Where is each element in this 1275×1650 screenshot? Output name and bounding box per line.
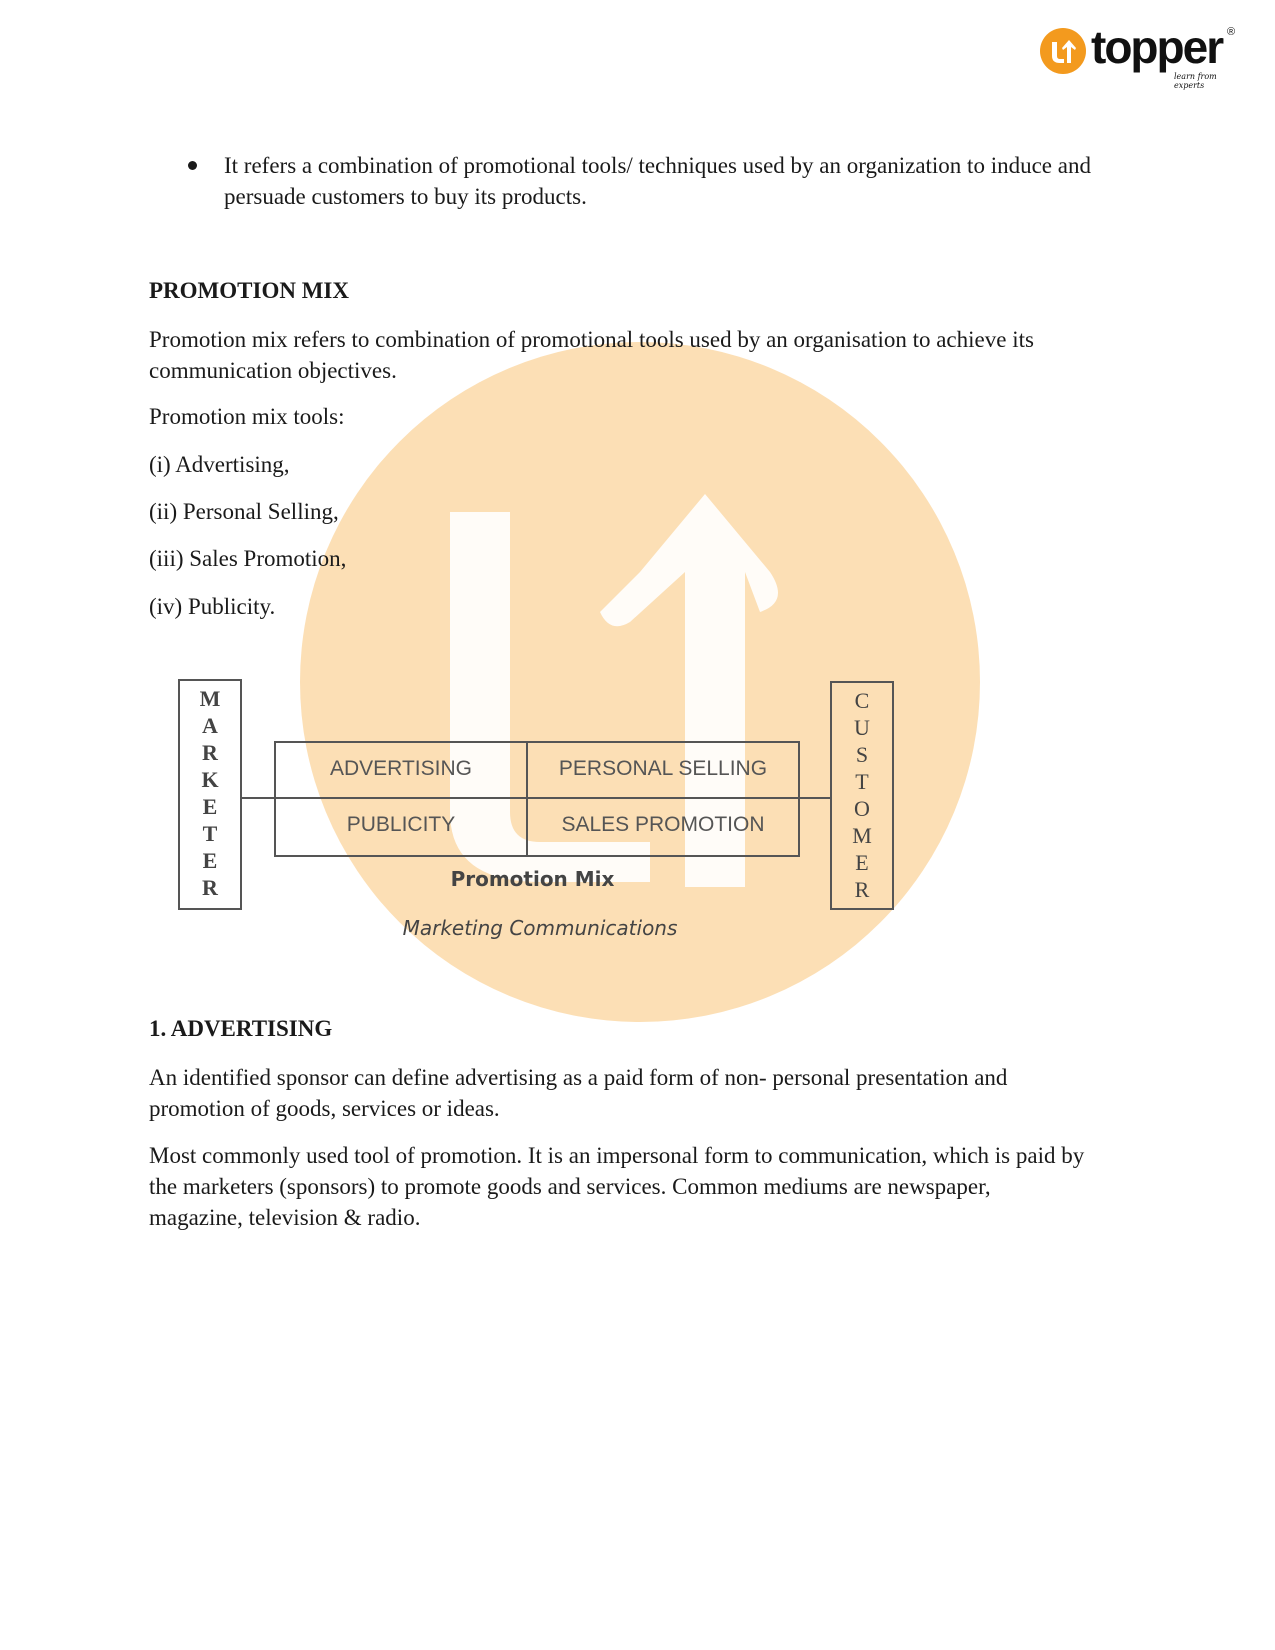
- tools-label: Promotion mix tools:: [149, 404, 345, 429]
- customer-letter: O: [854, 796, 870, 821]
- topper-logo: [1040, 21, 1240, 90]
- bullet-icon: [188, 161, 197, 170]
- marketer-letter: E: [202, 848, 218, 873]
- customer-letter: M: [852, 823, 872, 848]
- customer-letter: E: [855, 850, 869, 875]
- marketer-letter: T: [202, 821, 218, 846]
- marketer-letter: R: [202, 875, 218, 900]
- customer-letter: S: [855, 742, 869, 767]
- logo-tagline: learn from experts: [1174, 72, 1217, 90]
- tool-item: (iii) Sales Promotion,: [149, 546, 347, 571]
- marketer-box: [178, 679, 242, 910]
- marketer-letter: E: [202, 794, 218, 819]
- cell-sales-promotion: SALES PROMOTION: [561, 813, 765, 836]
- advertising-description: Most commonly used tool of promotion. It is an impersonal form to communication, which is paid by the marketers (sponsors) to promote goods and services. Common mediums are newspaper, magazine, television & radio.: [149, 1143, 1085, 1230]
- customer-letter: T: [855, 769, 869, 794]
- tool-item: (ii) Personal Selling,: [149, 499, 339, 524]
- tool-item: (iv) Publicity.: [149, 594, 276, 619]
- cell-personal-selling: PERSONAL SELLING: [558, 757, 768, 780]
- customer-letter: C: [854, 688, 870, 713]
- topper-logo-icon: [1040, 28, 1086, 74]
- marketer-letters: [180, 681, 240, 901]
- promotion-mix-heading: PROMOTION MIX: [149, 278, 349, 303]
- marketer-letter: R: [202, 740, 218, 765]
- customer-letter: R: [854, 877, 870, 902]
- diagram-subcaption: Marketing Communications: [402, 916, 678, 940]
- intro-bullet-text: It refers a combination of promotional tools/ techniques used by an organization to induce and persuade customers to buy its products.: [224, 153, 1091, 209]
- advertising-heading: 1. ADVERTISING: [149, 1016, 333, 1041]
- customer-letter: U: [854, 715, 870, 740]
- cell-publicity: PUBLICITY: [346, 813, 456, 836]
- logo-wordmark: topper: [1091, 21, 1223, 73]
- promotion-mix-definition: Promotion mix refers to combination of promotional tools used by an organisation to achieve its communication objectives.: [149, 327, 1034, 383]
- tool-item: (i) Advertising,: [149, 452, 290, 477]
- marketer-letter: K: [201, 767, 219, 792]
- customer-letters: [832, 683, 892, 903]
- marketer-letter: M: [199, 686, 221, 711]
- advertising-definition: An identified sponsor can define advertising as a paid form of non- personal presentation and promotion of goods, services or ideas.: [149, 1065, 1008, 1121]
- promotion-mix-table: [274, 741, 800, 857]
- customer-box: [830, 681, 894, 910]
- marketer-letter: A: [202, 713, 218, 738]
- logo-registered-mark: ®: [1227, 26, 1236, 38]
- diagram-caption: Promotion Mix: [450, 867, 615, 891]
- cell-advertising: ADVERTISING: [330, 757, 472, 780]
